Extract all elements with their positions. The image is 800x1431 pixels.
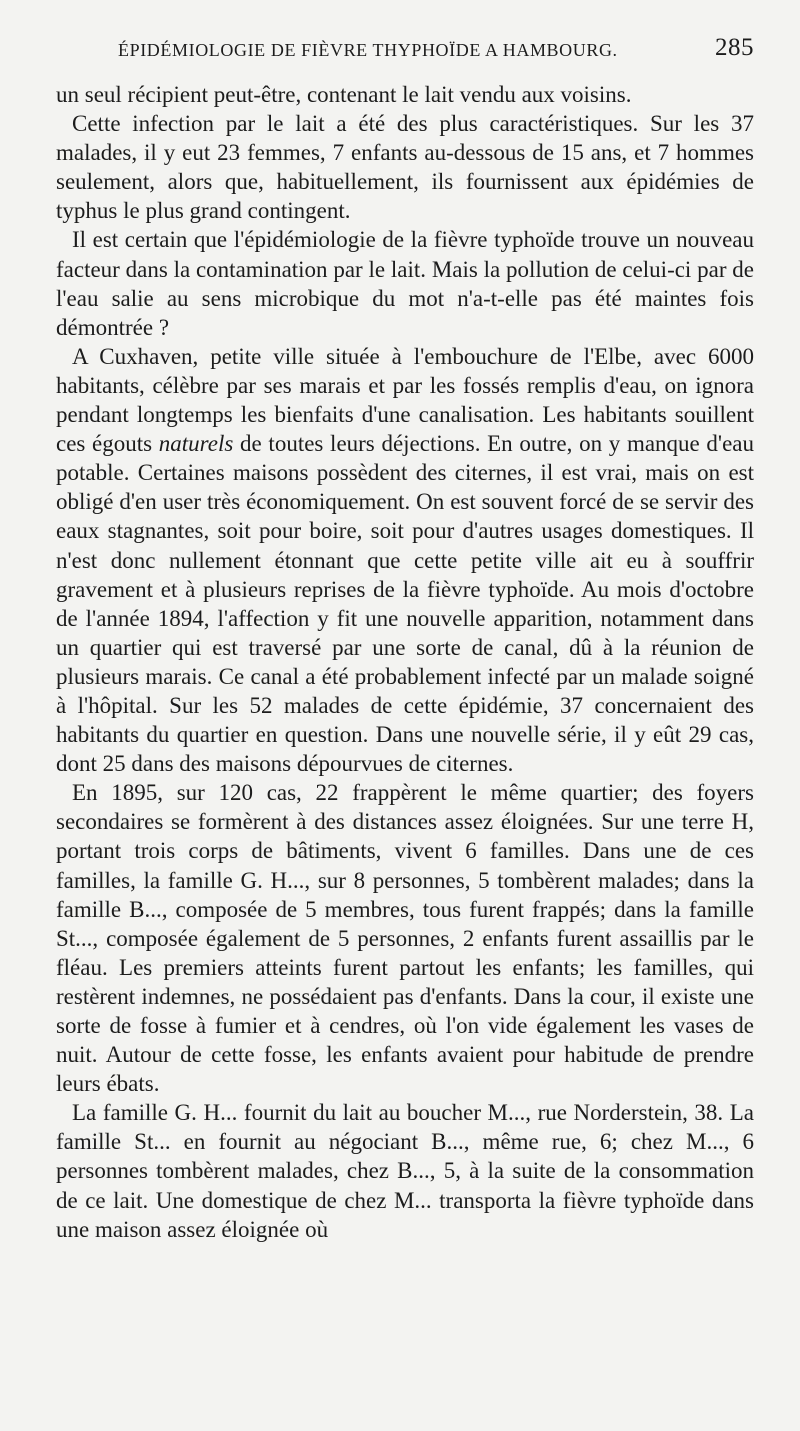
paragraph-2: Cette infection par le lait a été des plus caractéristiques. Sur les 37 malades, il y eut 23 femmes, 7 enfants au-dessous de 15 ans, et 7 hommes seulement, alors que, habituellement, ils fournissent aux épidémies de typhus le plus grand contingent. [56, 111, 754, 224]
chapter-title: ÉPIDÉMIOLOGIE DE FIÈVRE THYPHOÏDE A HAMBOURG. [118, 40, 618, 60]
italic-word: naturels [158, 431, 234, 457]
paragraph-4-end: de toutes leurs déjections. En outre, on y manque d'eau potable. Certaines maisons possèdent des citernes, il est vrai, mais on est obligé d'en user très économiquement. On est souvent forcé de se servir des eaux stagnantes, soit pour boire, soit pour d'autres usages domestiques. Il n'est donc nullement étonnant que cette petite ville ait eu à souffrir gravement et à plusieurs reprises de la fièvre typhoïde. Au mois d'octobre de l'année 1894, l'affection y fit une nouvelle apparition, notamment dans un quartier qui est traversé par une sorte de canal, dû à la réunion de plusieurs marais. Ce canal a été probablement infecté par un malade soigné à l'hôpital. Sur les 52 malades de cette épidémie, 37 concernaient des habitants du quartier en question. Dans une nouvelle série, il y eût 29 cas, dont 25 dans des maisons dépourvues de citernes. [56, 431, 754, 777]
paragraph-4 [56, 342, 754, 778]
paragraph-1: un seul récipient peut-être, contenant le lait vendu aux voisins. [56, 82, 632, 107]
body-text [56, 80, 754, 1244]
paragraph-6: La famille G. H... fournit du lait au boucher M..., rue Norderstein, 38. La famille St... en fournit au négociant B..., même rue, 6; chez M..., 6 personnes tombèrent malades, chez B..., 5, à la suite de la consommation de ce lait. Une domestique de chez M... transporta la fièvre typhoïde dans une maison assez éloignée où [56, 1100, 754, 1242]
paragraph-4-start: A Cuxhaven, petite ville située à l'embouchure de l'Elbe, avec 6000 habitants, célèbre par ses marais et par les fossés remplis d'eau, on ignora pendant longtemps les bienfaits d'une canalisation. Les habitants souillent ces égouts [56, 343, 754, 457]
running-header [56, 34, 754, 78]
paragraph-3: Il est certain que l'épidémiologie de la fièvre typhoïde trouve un nouveau facteur dans la contamination par le lait. Mais la pollution de celui-ci par de l'eau salie au sens microbique du mot n'a-t-elle pas été maintes fois démontrée ? [56, 227, 754, 340]
page-number: 285 [715, 34, 754, 61]
paragraph-5: En 1895, sur 120 cas, 22 frappèrent le même quartier; des foyers secondaires se formèrent à des distances assez éloignées. Sur une terre H, portant trois corps de bâtiments, vivent 6 familles. Dans une de ces familles, la famille G. H..., sur 8 personnes, 5 tombèrent malades; dans la famille B..., composée de 5 membres, tous furent frappés; dans la famille St..., composée également de 5 personnes, 2 enfants furent assaillis par le fléau. Les premiers atteints furent partout les enfants; les familles, qui restèrent indemnes, ne possédaient pas d'enfants. Dans la cour, il existe une sorte de fosse à fumier et à cendres, où l'on vide également les vases de nuit. Autour de cette fosse, les enfants avaient pour habitude de prendre leurs ébats. [56, 780, 754, 1097]
